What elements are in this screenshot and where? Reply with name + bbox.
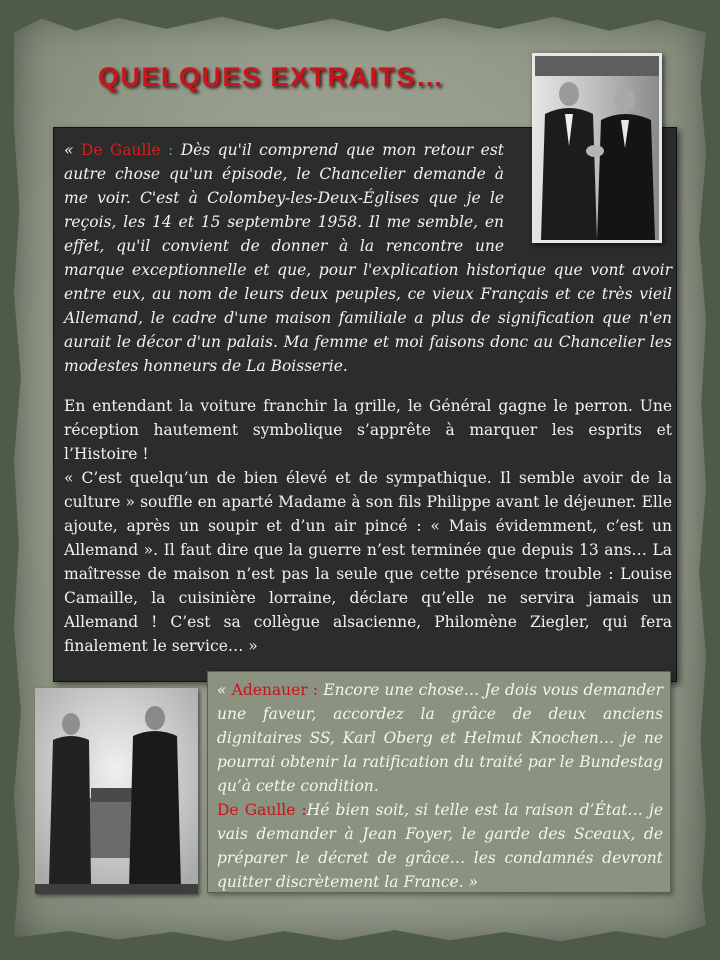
quote-open: « [217,681,232,699]
de-gaulle-line: Hé bien soit, si telle est la raison d’État… je vais demander à Jean Foyer, le garde des Sceaux, de préparer le décret de grâce… les condamnés devront quitter discrètement la France. » [217,801,663,891]
narrative-paragraph-1: En entendant la voiture franchir la grille, le Général gagne le perron. Une réception hautement symbolique s’apprête à marquer les esprits et l’Histoire ! [64,397,672,463]
quote-text: Dès qu'il comprend que mon retour est autre chose qu'un épisode, le Chancelier demande à me voir. C'est à Colombey-les-Deux-Églises que je le reçois, les 14 et 15 septembre 1958. Il me semble, en effet, qu'il convient de donner à la rencontre une marque exceptionnelle et que, pour l'explication historique que vont avoir entre eux, au nom de leurs deux peuples, ce vieux Français et ce très vieil Allemand, le cadre d'une maison familiale a plus de signification que n'en aurait le décor d'un palais. Ma femme et moi faisons donc au Chancelier les modestes honneurs de La Boisserie. [64,141,672,375]
handshake-photo-image [535,56,659,240]
standing-photo-image [35,688,198,894]
narrative-paragraph-2: « C’est quelqu’un de bien élevé et de sympathique. Il semble avoir de la culture » souffle en aparté Madame à son fils Philippe avant le déjeuner. Elle ajoute, après un soupir et d’un air pincé : « Mais évidemment, c’est un Allemand ». Il faut dire que la guerre n’est terminée que depuis 13 ans… La maîtresse de maison n’est pas la seule que cette présence trouble : Louise Camaille, la cuisinière lorraine, déclare qu’elle ne servira jamais un Allemand ! C’est sa collègue alsacienne, Philomène Ziegler, qui fera finalement le service… » [64,469,672,655]
photo-de-gaulle-adenauer-standing [35,688,198,894]
speaker-name: De Gaulle [80,141,161,159]
narrative-section [64,394,672,658]
photo-handshake-de-gaulle-adenauer [532,53,662,243]
quote-open: « [64,141,81,159]
speaker-colon: : [160,141,174,159]
adenauer-line: Encore une chose… Je dois vous demander une faveur, accordez la grâce de deux anciens dignitaires SS, Karl Oberg et Helmut Knochen… je ne pourrai obtenir la ratification du traité par le Bundestag qu’à cette condition. [217,681,663,795]
adenauer-exchange-text [217,678,663,894]
speaker-adenauer: Adenauer : [231,681,319,699]
speaker-de-gaulle: De Gaulle : [217,801,307,819]
page-title: QUELQUES EXTRAITS… [98,62,445,92]
adenauer-exchange-box [207,671,671,893]
